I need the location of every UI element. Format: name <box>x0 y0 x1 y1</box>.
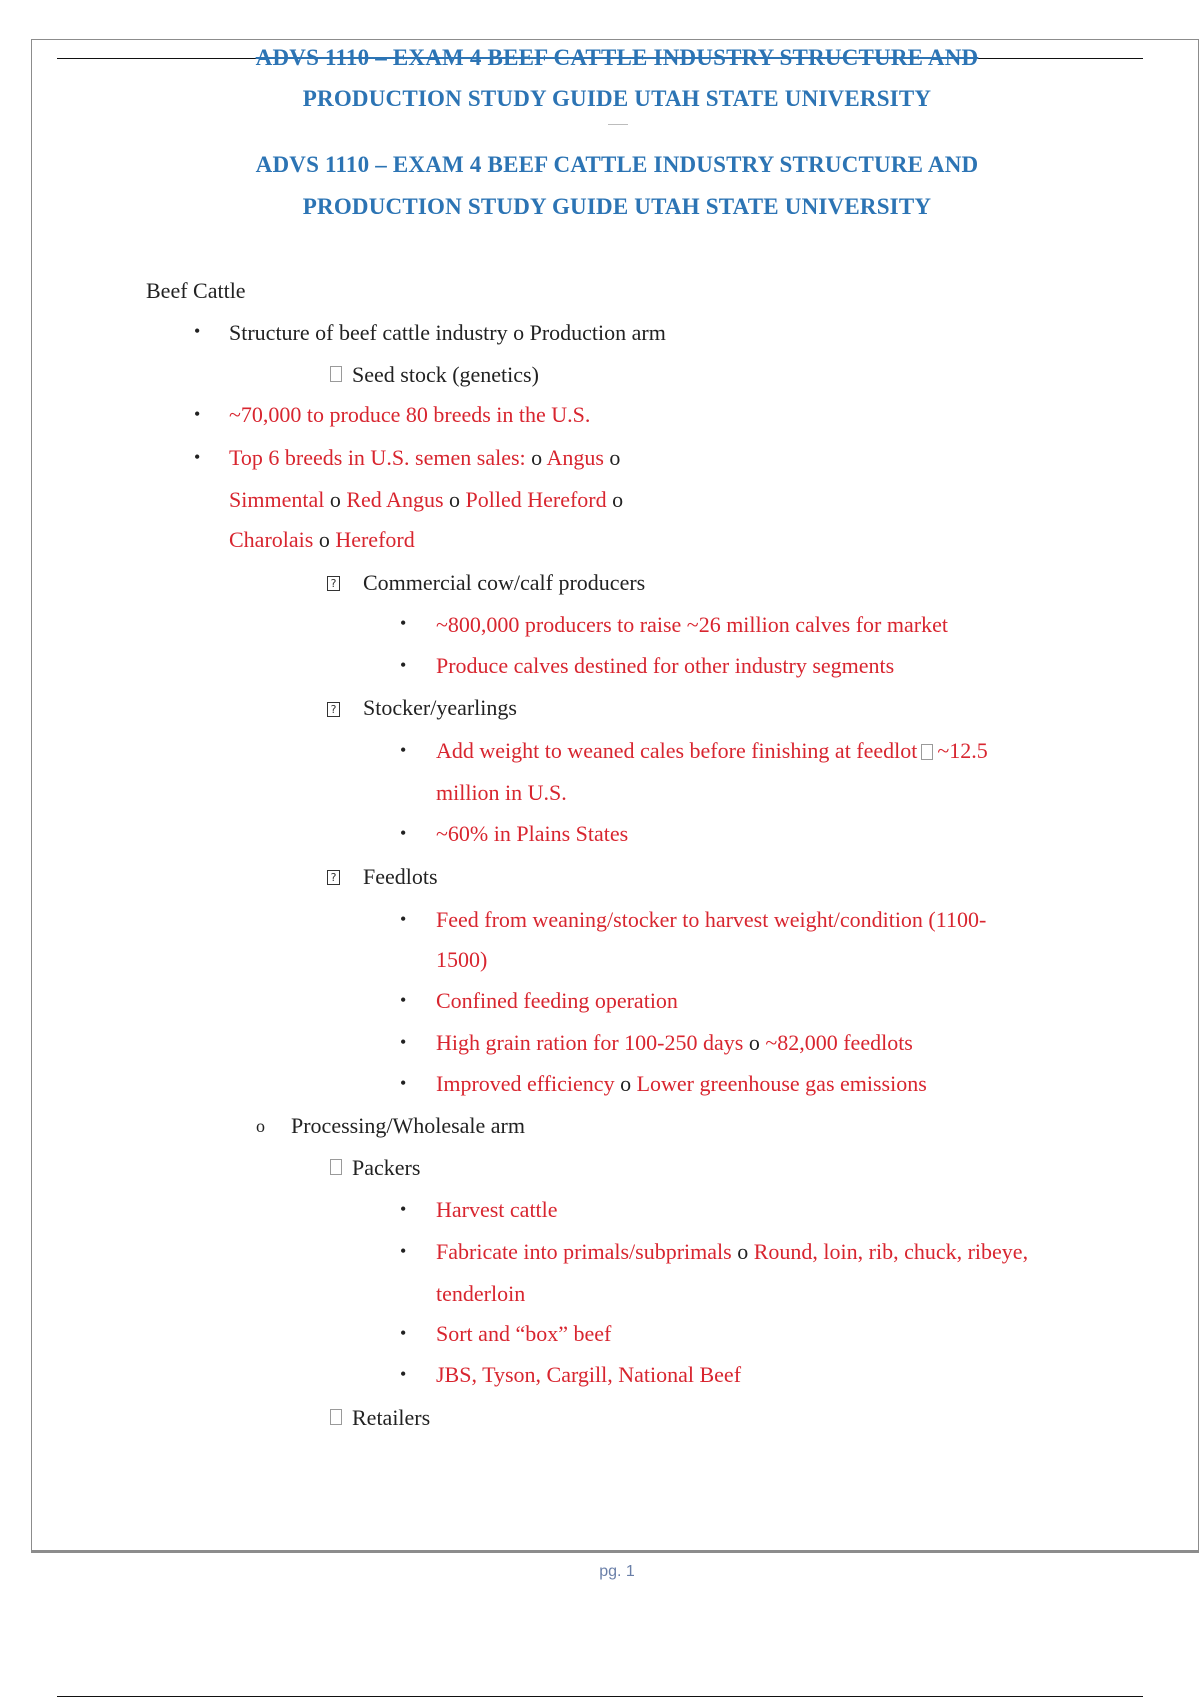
header-divider <box>608 124 628 125</box>
bullet: • <box>400 613 407 633</box>
stocker-item-1 <box>436 740 988 762</box>
breed-hereford: Hereford <box>335 527 415 552</box>
top-breeds-line3: Charolais o Hereford <box>229 527 415 552</box>
stocker-label: Stocker/yearlings <box>363 695 517 720</box>
bullet: • <box>400 909 407 929</box>
bullet: • <box>194 447 201 467</box>
structure-line <box>229 322 666 344</box>
top-breeds-intro: Top 6 breeds in U.S. semen sales: <box>229 445 526 470</box>
breed-angus: Angus <box>546 445 604 470</box>
breeders-count-note: ~70,000 to produce 80 breeds in the U.S. <box>229 402 591 427</box>
stocker-item-1-count: ~12.5 <box>937 738 988 763</box>
feedlots-label: Feedlots <box>363 864 438 889</box>
retailers-label: Retailers <box>352 1405 431 1430</box>
missing-glyph-box-icon <box>330 1159 342 1175</box>
commercial-item-1: ~800,000 producers to raise ~26 million calves for market <box>436 612 948 637</box>
bullet: • <box>400 1364 407 1384</box>
page-frame <box>31 39 1199 1553</box>
commercial-label: Commercial cow/calf producers <box>363 570 646 595</box>
missing-glyph-box-icon <box>330 1409 342 1425</box>
breed-red-angus: Red Angus <box>346 487 444 512</box>
feedlots-item-4: Improved efficiency o Lower greenhouse gas emissions <box>436 1071 927 1096</box>
production-arm-label: Production arm <box>529 320 666 345</box>
packers-label: Packers <box>352 1155 421 1180</box>
header-title-line2-repeat: PRODUCTION STUDY GUIDE UTAH STATE UNIVERSITY <box>302 86 932 111</box>
document-title-line1: ADVS 1110 – EXAM 4 BEEF CATTLE INDUSTRY STRUCTURE AND <box>255 152 979 177</box>
packers-item-fabricate-continued: tenderloin <box>436 1281 526 1306</box>
bullet: • <box>400 1073 407 1093</box>
packers-item-fabricate: Fabricate into primals/subprimals o Round, loin, rib, chuck, ribeye, <box>436 1239 1029 1264</box>
page-number: pg. 1 <box>599 1563 635 1580</box>
processing-label: Processing/Wholesale arm <box>291 1113 525 1138</box>
top-breeds-line1: Top 6 breeds in U.S. semen sales: o Angus o <box>229 445 621 470</box>
stocker-item-1-text: Add weight to weaned cales before finishing at feedlot <box>436 738 918 763</box>
next-page-header-rule <box>57 1696 1143 1697</box>
missing-glyph-icon: ? <box>327 576 340 591</box>
breed-simmental: Simmental <box>229 487 325 512</box>
feedlots-item-2: Confined feeding operation <box>436 988 678 1013</box>
section-title: Beef Cattle <box>146 278 246 303</box>
bullet: • <box>400 1199 407 1219</box>
stocker-item-1-continued: million in U.S. <box>436 780 567 805</box>
missing-glyph-box-icon <box>921 744 933 760</box>
missing-glyph-icon: ? <box>327 702 340 717</box>
bullet: • <box>400 740 407 760</box>
bullet: • <box>400 1241 407 1261</box>
sub-marker: o <box>256 1116 265 1136</box>
bullet: • <box>400 823 407 843</box>
feedlots-item-1: Feed from weaning/stocker to harvest weight/condition (1100- <box>436 907 987 932</box>
seed-stock-label: Seed stock (genetics) <box>352 362 539 387</box>
bullet: • <box>400 1032 407 1052</box>
top-breeds-line2: Simmental o Red Angus o Polled Hereford o <box>229 487 624 512</box>
bullet: • <box>400 655 407 675</box>
feedlots-item-3: High grain ration for 100-250 days o ~82,000 feedlots <box>436 1030 913 1055</box>
structure-prefix: Structure of beef cattle industry <box>229 320 508 345</box>
header-title-line1-struck: ADVS 1110 – EXAM 4 BEEF CATTLE INDUSTRY STRUCTURE AND <box>255 45 979 70</box>
breed-polled-hereford: Polled Hereford <box>465 487 607 512</box>
bullet: • <box>194 404 201 424</box>
packers-item-sort: Sort and “box” beef <box>436 1321 612 1346</box>
document-title-line2: PRODUCTION STUDY GUIDE UTAH STATE UNIVERSITY <box>302 194 932 219</box>
packers-item-harvest: Harvest cattle <box>436 1197 558 1222</box>
packers-item-companies: JBS, Tyson, Cargill, National Beef <box>436 1362 742 1387</box>
feedlots-item-1-continued: 1500) <box>436 947 488 972</box>
stocker-item-2: ~60% in Plains States <box>436 821 629 846</box>
missing-glyph-box-icon <box>330 366 342 382</box>
commercial-item-2: Produce calves destined for other industry segments <box>436 653 895 678</box>
sub-marker: o <box>513 320 525 345</box>
breed-charolais: Charolais <box>229 527 314 552</box>
bullet: • <box>400 1323 407 1343</box>
missing-glyph-icon: ? <box>327 870 340 885</box>
bullet: • <box>194 321 201 341</box>
bullet: • <box>400 990 407 1010</box>
